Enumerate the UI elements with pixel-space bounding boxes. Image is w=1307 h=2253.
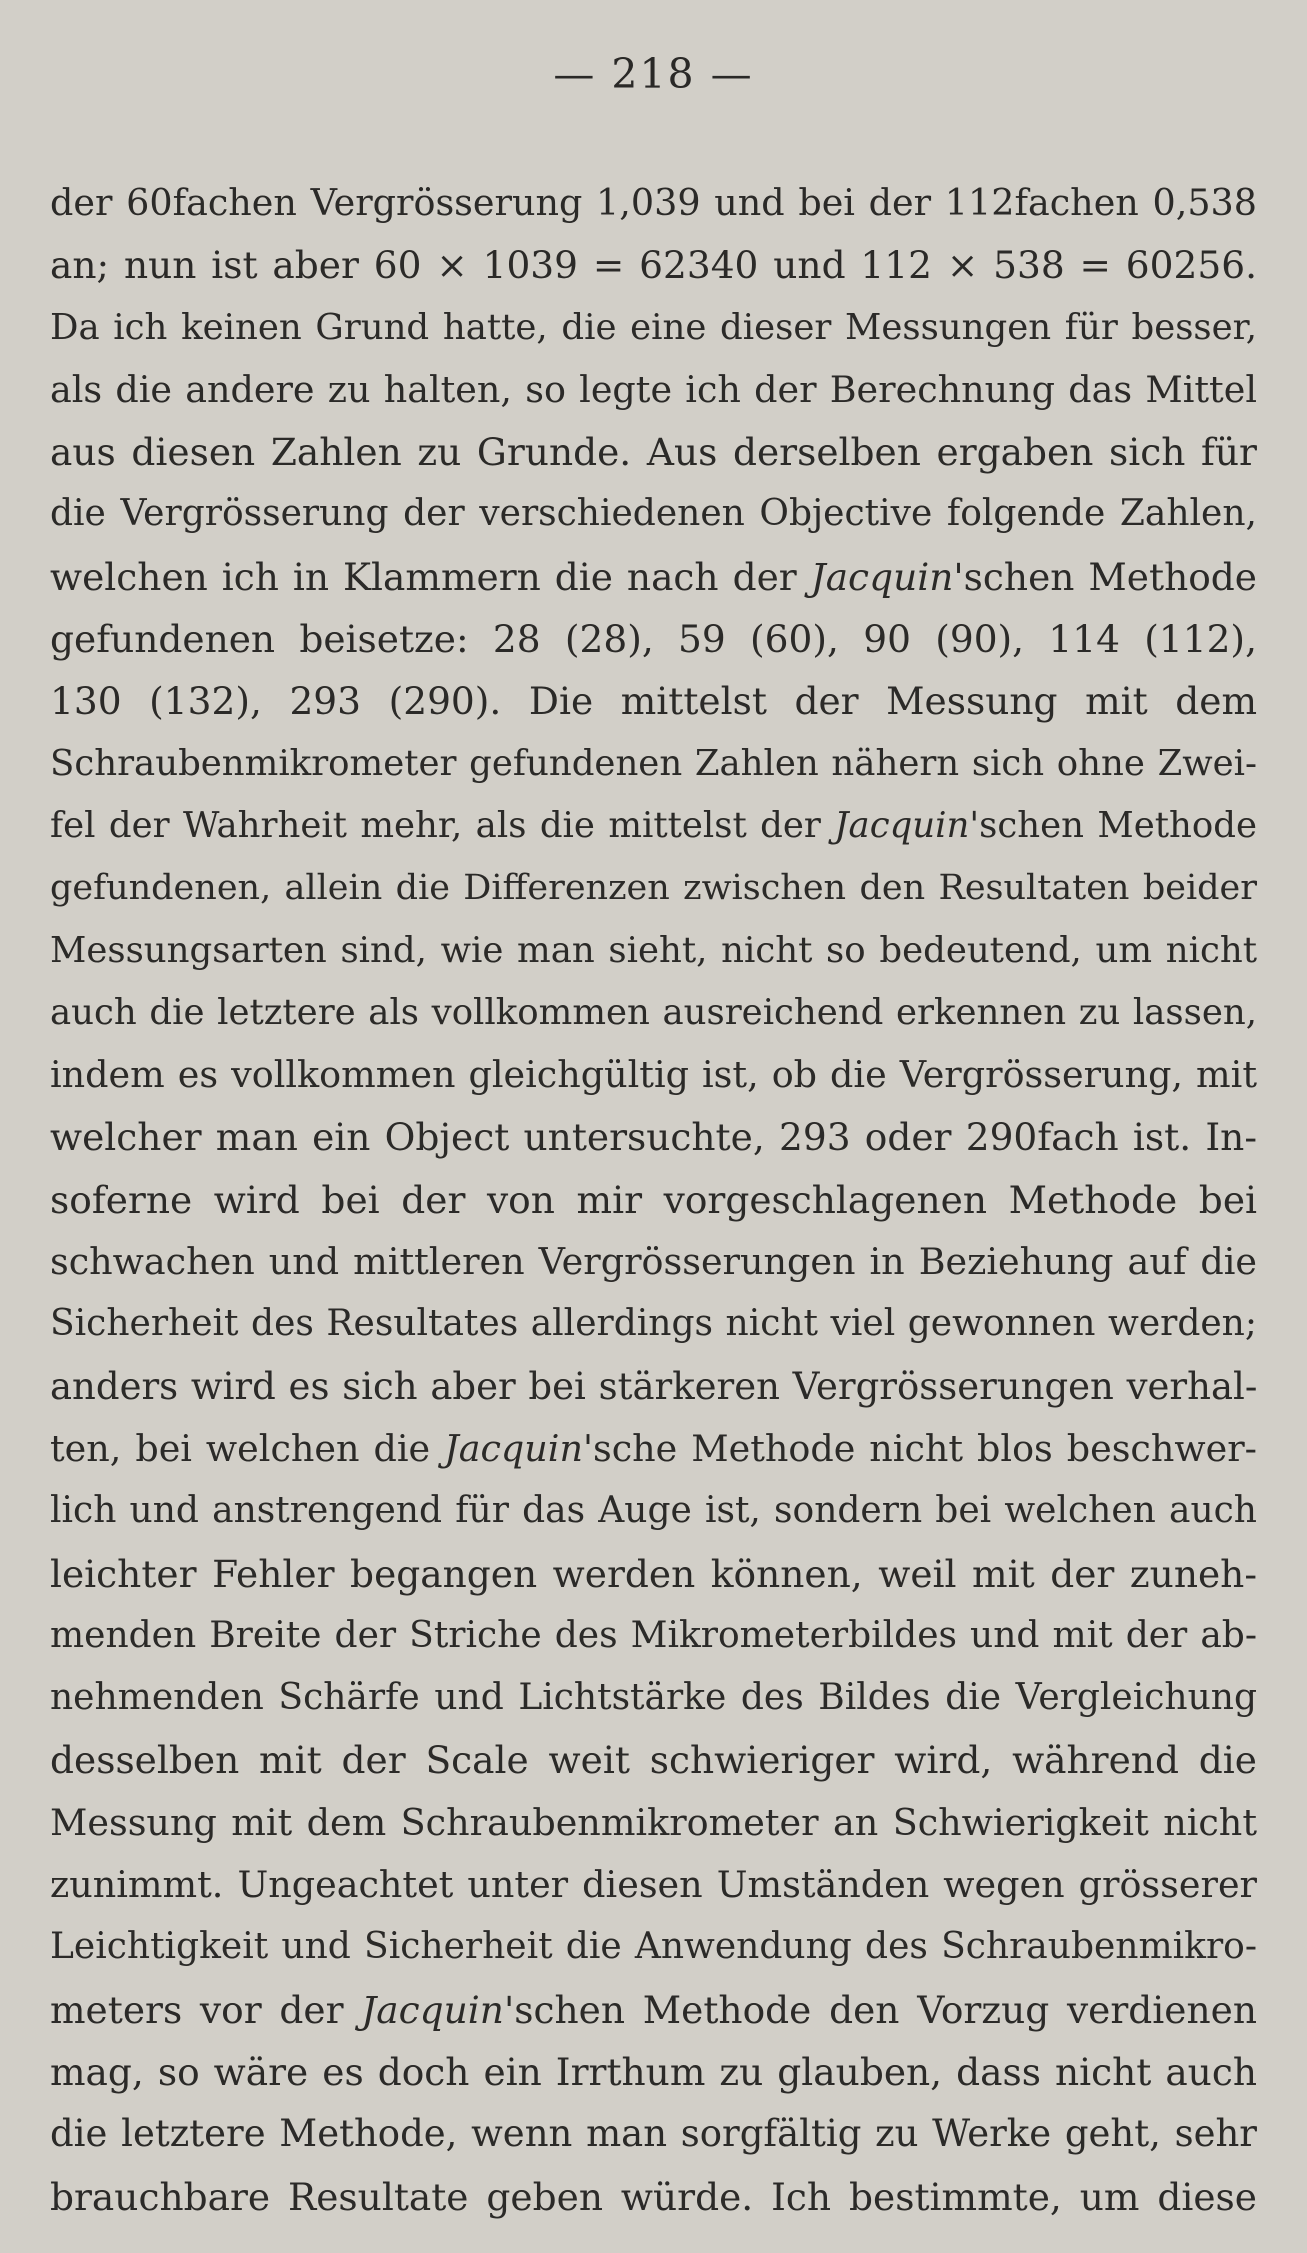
text-line (50, 857, 1257, 919)
text-run: 'schen Methode den Vorzug verdienen (503, 1987, 1257, 2032)
text-line (50, 546, 1257, 608)
text-line (50, 234, 1257, 296)
text-line (50, 1792, 1257, 1854)
text-run: gefundenen, allein die Differenzen zwischen den Resultaten beider (50, 868, 1257, 909)
text-line (50, 1293, 1257, 1355)
text-run: schwachen und mittleren Vergrösserungen in Beziehung auf die (50, 1240, 1257, 1284)
text-run: zunimmt. Ungeachtet unter diesen Umständen wegen grösserer (50, 1863, 1257, 1907)
text-run: meters vor der (50, 1987, 362, 2032)
text-run: 130 (132), 293 (290). Die mittelst der Messung mit dem (50, 679, 1257, 724)
text-run: nehmenden Schärfe und Lichtstärke des Bildes die Vergleichung (50, 1677, 1257, 1719)
text-run: als die andere zu halten, so legte ich der Berechnung das Mittel (50, 367, 1257, 411)
text-run: menden Breite der Striche des Mikrometerbildes und mit der ab- (50, 1614, 1257, 1656)
text-run: anders wird es sich aber bei stärkeren Vergrösserungen verhal- (50, 1364, 1258, 1408)
text-run: an; nun ist aber 60 × 1039 = 62340 und 112 × 538 = 60256. (50, 243, 1257, 288)
text-run: die letztere Methode, wenn man sorgfältig zu Werke geht, sehr (50, 2112, 1257, 2156)
text-line (50, 1169, 1257, 1231)
text-line (50, 1605, 1257, 1667)
text-run: aus diesen Zahlen zu Grunde. Aus derselben ergaben sich für (50, 430, 1257, 475)
text-run: welcher man ein Object untersuchte, 293 oder 290fach ist. In- (50, 1115, 1257, 1160)
text-run: indem es vollkommen gleichgültig ist, ob die Vergrösserung, mit (50, 1053, 1257, 1097)
text-run: ten, bei welchen die (50, 1426, 445, 1470)
text-run: Da ich keinen Grund hatte, die eine dieser Messungen für besser, (50, 306, 1257, 348)
text-run: fel der Wahrheit mehr, als die mittelst der (50, 804, 835, 846)
text-line (50, 1106, 1257, 1168)
text-line (50, 1044, 1257, 1106)
text-run: lich und anstrengend für das Auge ist, sondern bei welchen auch (50, 1490, 1257, 1532)
body-text (50, 172, 1257, 2228)
page-number: — 218 — (553, 50, 754, 98)
text-line (50, 1418, 1257, 1480)
author-name-italic: Jacquin (444, 1426, 583, 1470)
text-line (50, 1979, 1257, 2041)
text-line (50, 670, 1257, 732)
text-run: Schraubenmikrometer gefundenen Zahlen nähern sich ohne Zwei- (50, 742, 1257, 784)
text-line (50, 982, 1257, 1044)
text-line (50, 421, 1257, 483)
text-line (50, 1667, 1257, 1729)
text-run: Messung mit dem Schraubenmikrometer an Schwierigkeit nicht (50, 1800, 1257, 1844)
text-run: soferne wird bei der von mir vorgeschlagenen Methode bei (50, 1177, 1257, 1222)
text-run: auch die letztere als vollkommen ausreichend erkennen zu lassen, (50, 991, 1257, 1033)
text-line (50, 1543, 1257, 1605)
text-run: gefundenen beisetze: 28 (28), 59 (60), 90 (90), 114 (112), (50, 617, 1257, 662)
text-run: welchen ich in Klammern die nach der (50, 554, 811, 599)
text-run: mag, so wäre es doch ein Irrthum zu glauben, dass nicht auch (50, 2049, 1257, 2094)
text-line (50, 359, 1257, 421)
text-run: leichter Fehler begangen werden können, weil mit der zuneh- (50, 1551, 1257, 1596)
text-line (50, 920, 1257, 982)
text-line (50, 2041, 1257, 2103)
text-line (50, 795, 1257, 857)
text-run: 'schen Methode (953, 554, 1257, 599)
text-run: der 60fachen Vergrösserung 1,039 und bei der 112fachen 0,538 (50, 181, 1257, 224)
text-run: 'sche Methode nicht blos beschwer- (582, 1426, 1257, 1470)
text-line (50, 172, 1257, 234)
text-line (50, 1356, 1257, 1418)
text-line (50, 1916, 1257, 1978)
text-line (50, 1231, 1257, 1293)
author-name-italic: Jacquin (361, 1987, 504, 2032)
text-line (50, 483, 1257, 545)
text-line (50, 1854, 1257, 1916)
text-line (50, 297, 1257, 359)
text-run: brauchbare Resultate geben würde. Ich bestimmte, um diese (50, 2174, 1257, 2219)
text-run: desselben mit der Scale weit schwieriger wird, während die (50, 1738, 1257, 1783)
text-line (50, 608, 1257, 670)
text-run: Leichtigkeit und Sicherheit die Anwendung des Schraubenmikro- (50, 1926, 1257, 1968)
text-run: Messungsarten sind, wie man sieht, nicht so bedeutend, um nicht (50, 929, 1257, 971)
text-run: die Vergrösserung der verschiedenen Objective folgende Zahlen, (50, 493, 1257, 535)
text-line (50, 733, 1257, 795)
text-run: 'schen Methode (969, 804, 1258, 846)
text-line (50, 1729, 1257, 1791)
text-run: Sicherheit des Resultates allerdings nicht viel gewonnen werden; (50, 1303, 1257, 1345)
author-name-italic: Jacquin (810, 554, 954, 599)
text-line (50, 2166, 1257, 2228)
text-line (50, 1480, 1257, 1542)
author-name-italic: Jacquin (834, 804, 970, 846)
text-line (50, 2103, 1257, 2165)
